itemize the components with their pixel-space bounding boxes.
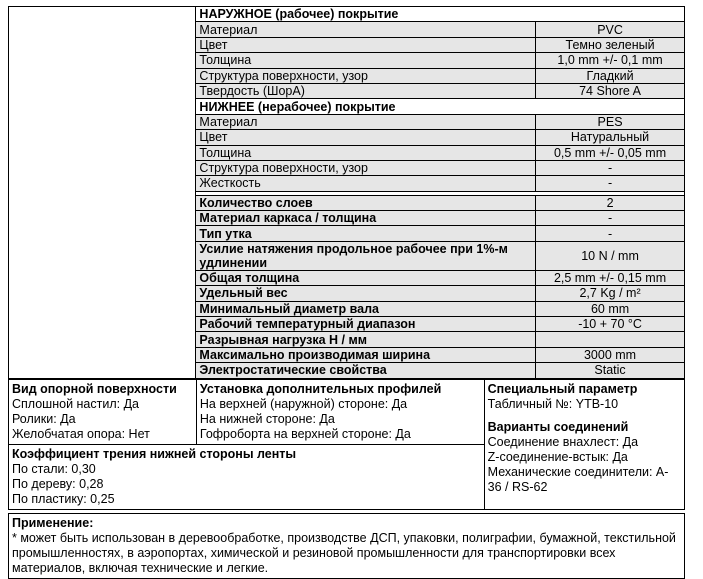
spec-label: Разрывная нагрузка Н / мм [196, 332, 536, 347]
spec-label: Максимально производимая ширина [196, 347, 536, 362]
spec-value: - [536, 226, 685, 241]
spec-value: Гладкий [536, 68, 685, 83]
spec-table [8, 6, 685, 379]
spec-label: Жесткость [196, 176, 536, 191]
spec-value: 60 mm [536, 301, 685, 316]
spec-value: 2,5 mm +/- 0,15 mm [536, 270, 685, 285]
spec-value: - [536, 176, 685, 191]
spec-value: PES [536, 114, 685, 129]
support-line: Сплошной настил: Да [12, 396, 139, 411]
spec-label: Общая толщина [196, 270, 536, 285]
spec-label: Структура поверхности, узор [196, 160, 536, 175]
spec-value: 0,5 mm +/- 0,05 mm [536, 145, 685, 160]
support-cell [9, 379, 197, 444]
spec-label: Структура поверхности, узор [196, 68, 536, 83]
joins-title: Варианты соединений [487, 419, 629, 434]
spec-label: Усилие натяжения продольное рабочее при 1%-м удлинении [196, 241, 536, 270]
joins-line: Механические соединители: A-36 / RS-62 [487, 464, 669, 494]
spec-value: - [536, 211, 685, 226]
spec-label: Материал [196, 22, 536, 37]
spec-value [536, 332, 685, 347]
spec-value: Натуральный [536, 130, 685, 145]
spec-label: Материал [196, 114, 536, 129]
profiles-line: На нижней стороне: Да [199, 411, 335, 426]
application-title: Применение: [12, 515, 94, 530]
joins-line: Соединение внахлест: Да [487, 434, 639, 449]
joins-line: Z-соединение-встык: Да [487, 449, 628, 464]
spec-label: Цвет [196, 37, 536, 52]
spec-label: Количество слоев [196, 195, 536, 210]
spec-value: Static [536, 363, 685, 378]
spec-value: - [536, 160, 685, 175]
spec-value: Темно зеленый [536, 37, 685, 52]
spec-value: -10 + 70 °C [536, 317, 685, 332]
blank-area [9, 7, 196, 379]
spec-sheet [8, 6, 685, 579]
friction-cell [9, 444, 485, 509]
application-cell [9, 513, 685, 578]
spec-label: Толщина [196, 53, 536, 68]
support-line: Ролики: Да [12, 411, 76, 426]
spec-value: 10 N / mm [536, 241, 685, 270]
friction-line: По пластику: 0,25 [12, 491, 115, 506]
spec-label: Удельный вес [196, 286, 536, 301]
spec-label: Тип утка [196, 226, 536, 241]
special-title: Специальный параметр [487, 381, 638, 396]
friction-line: По дереву: 0,28 [12, 476, 104, 491]
spec-value: PVC [536, 22, 685, 37]
section-header: НИЖНЕЕ (нерабочее) покрытие [196, 99, 685, 114]
profiles-title: Установка дополнительных профилей [199, 381, 442, 396]
section-header: НАРУЖНОЕ (рабочее) покрытие [196, 7, 685, 22]
spec-value: 2 [536, 195, 685, 210]
spec-label: Минимальный диаметр вала [196, 301, 536, 316]
spec-value: 74 Shore A [536, 83, 685, 98]
spec-label: Материал каркаса / толщина [196, 211, 536, 226]
application-text: * может быть использован в деревообработке, производстве ДСП, упаковки, полиграфии, бумажной, текстильной промышленностях, в аэропортах, химической и резиновой промышленности для транспортировки всех материалов, включая технические и легкие. [12, 530, 676, 575]
special-cell [484, 379, 684, 509]
special-line: Табличный №: YTB-10 [487, 396, 619, 411]
spec-value: 3000 mm [536, 347, 685, 362]
spec-label: Цвет [196, 130, 536, 145]
friction-line: По стали: 0,30 [12, 461, 96, 476]
spec-label: Рабочий температурный диапазон [196, 317, 536, 332]
spec-label: Толщина [196, 145, 536, 160]
spec-label: Электростатические свойства [196, 363, 536, 378]
spec-value: 2,7 Kg / m² [536, 286, 685, 301]
spec-value: 1,0 mm +/- 0,1 mm [536, 53, 685, 68]
profiles-line: На верхней (наружной) стороне: Да [199, 396, 408, 411]
profiles-line: Гофроборта на верхней стороне: Да [199, 426, 411, 441]
spec-label: Твердость (ШорА) [196, 83, 536, 98]
support-title: Вид опорной поверхности [12, 381, 177, 396]
profiles-cell [196, 379, 484, 444]
support-line: Желобчатая опора: Нет [12, 426, 150, 441]
info-table [8, 379, 685, 510]
friction-title: Коэффициент трения нижней стороны ленты [12, 446, 297, 461]
